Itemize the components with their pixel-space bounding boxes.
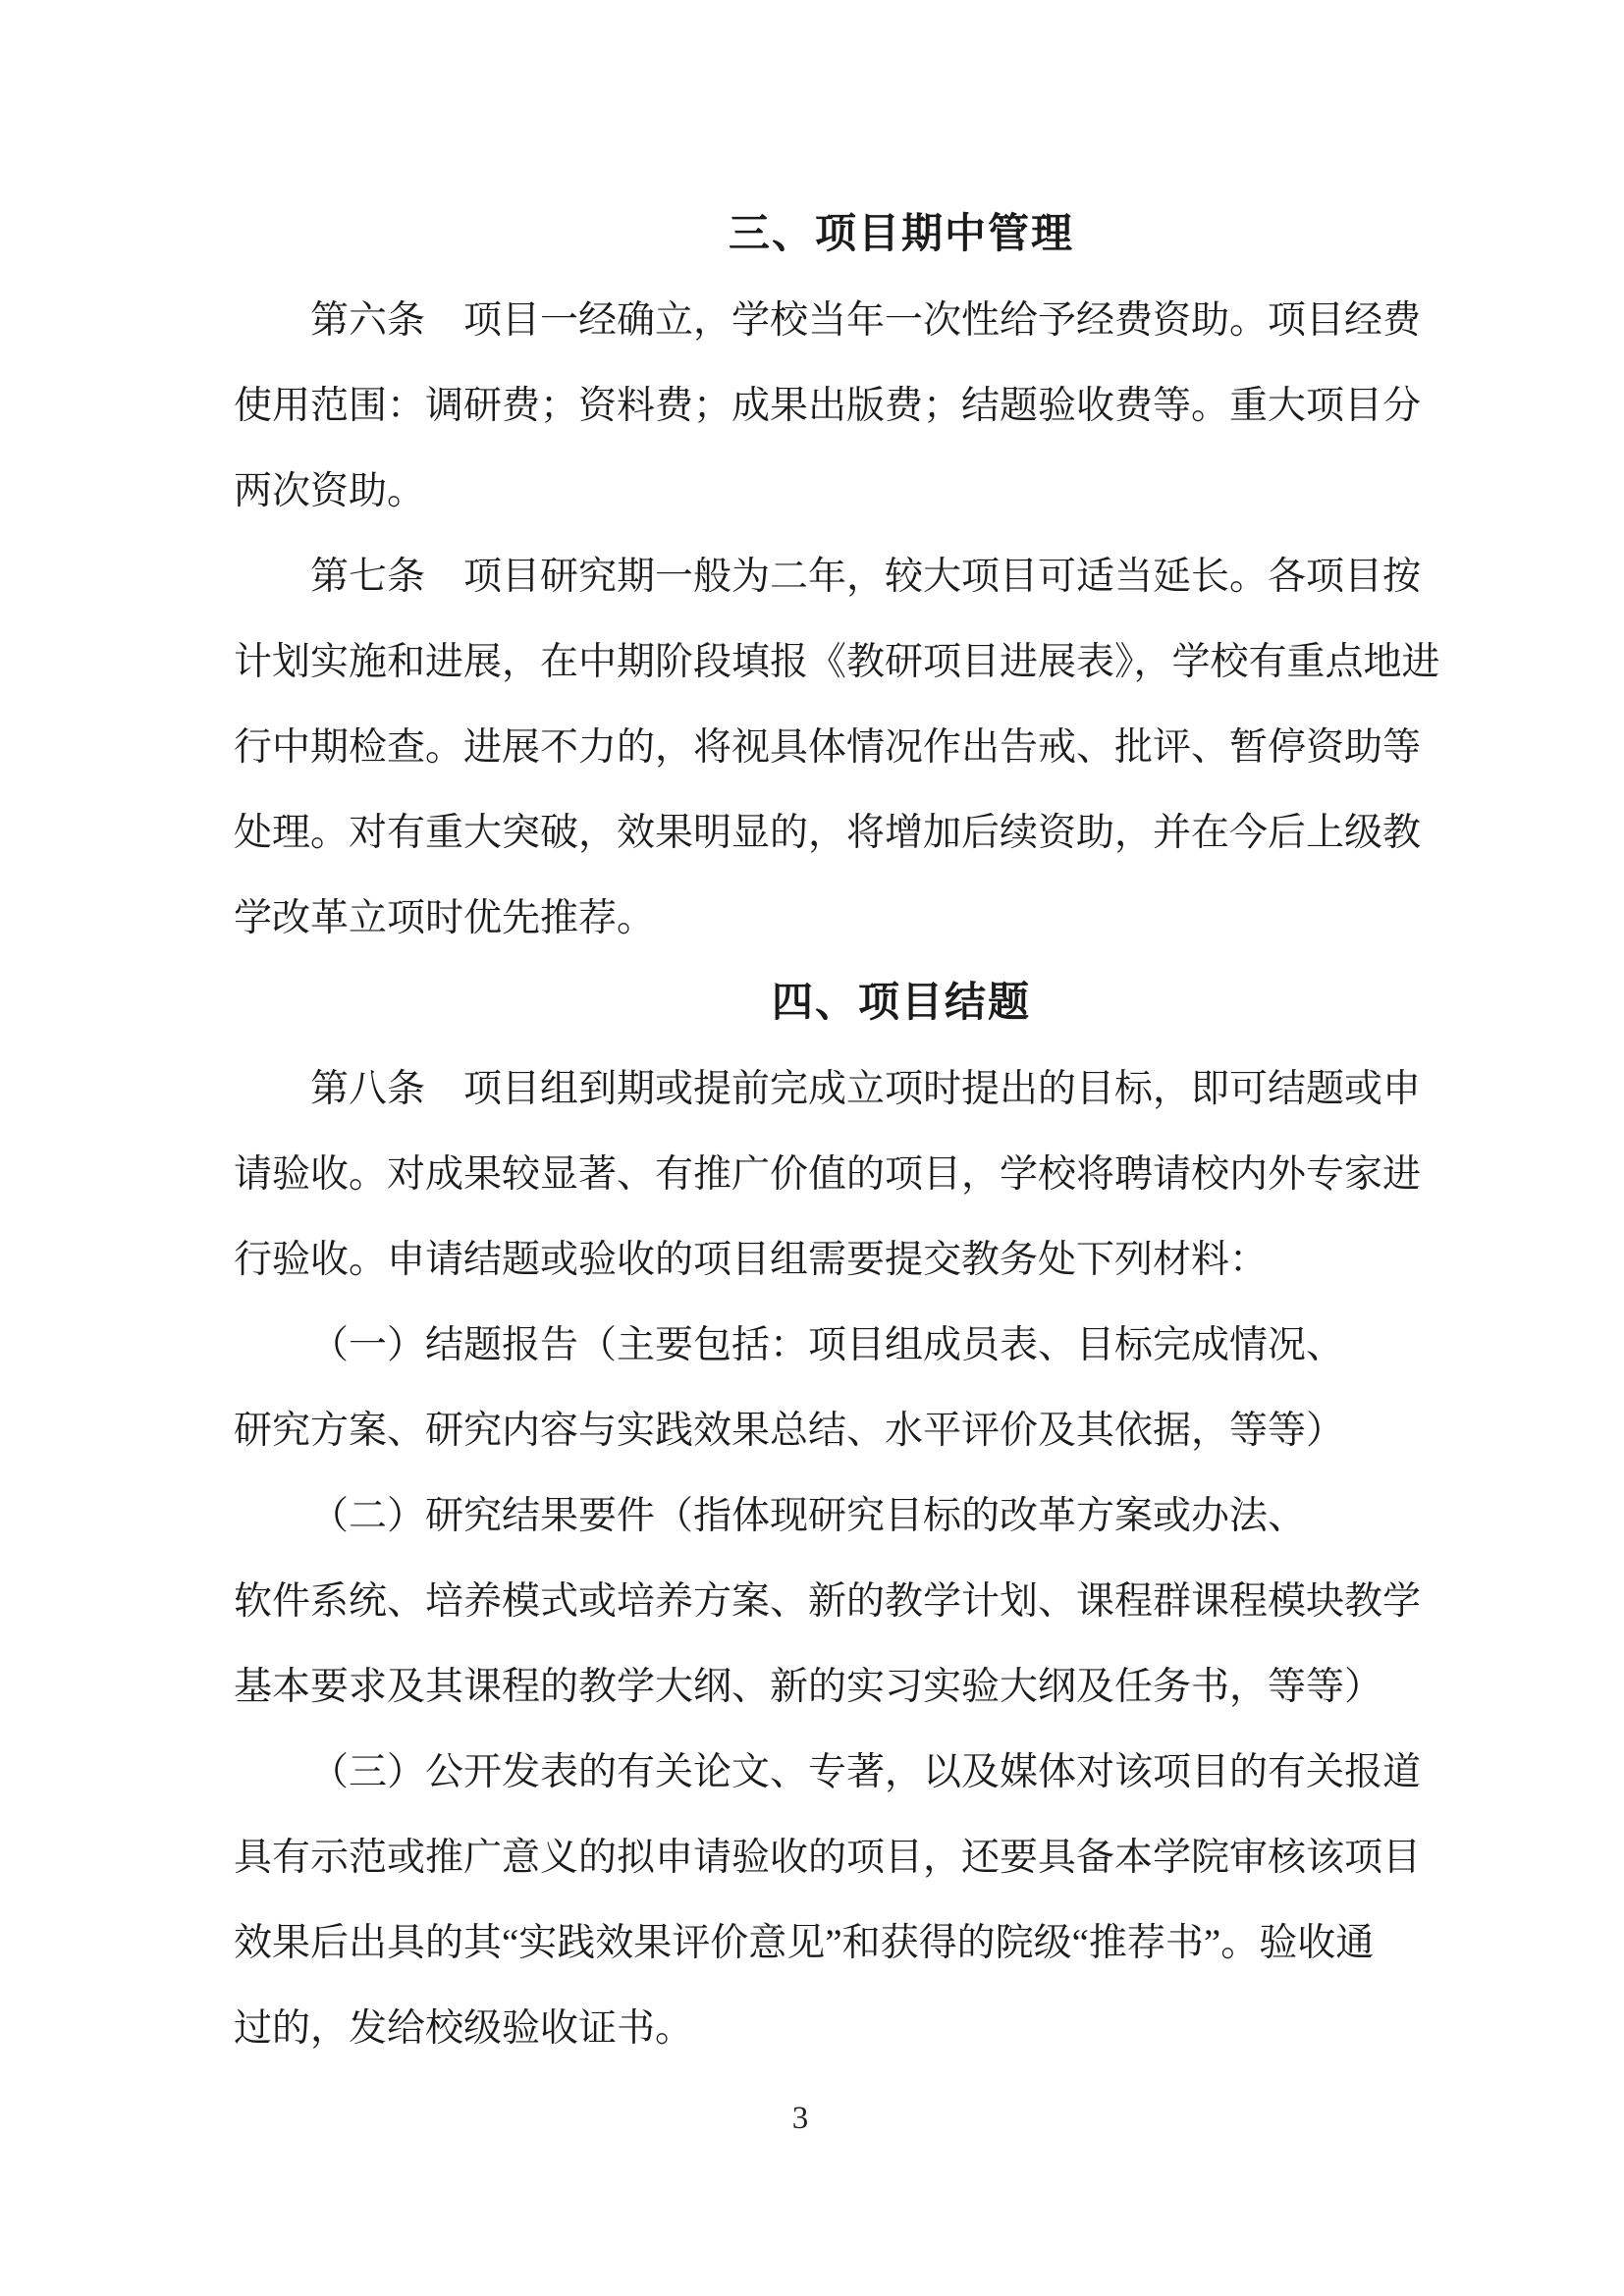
text-line: 效果后出具的其“实践效果评价意见”和获得的院级“推荐书”。验收通 [234,1922,1375,1964]
page-number: 3 [791,2101,809,2136]
text-line: 行中期检查。进展不力的，将视具体情况作出告戒、批评、暂停资助等 [234,726,1422,769]
text-line: 使用范围：调研费；资料费；成果出版费；结题验收费等。重大项目分 [234,385,1422,427]
text-line: 研究方案、研究内容与实践效果总结、水平评价及其依据，等等） [234,1410,1345,1452]
text-line: 第六条 项目一经确立，学校当年一次性给予经费资助。项目经费 [310,299,1422,342]
section-heading: 四、项目结题 [771,981,1031,1026]
text-line: 软件系统、培养模式或培养方案、新的教学计划、课程群课程模块教学 [234,1580,1422,1623]
text-line: 学改革立项时优先推荐。 [234,897,656,939]
text-line: 具有示范或推广意义的拟申请验收的项目，还要具备本学院审核该项目 [234,1837,1422,1879]
document-body [234,192,1481,2071]
section-heading: 三、项目期中管理 [728,212,1074,257]
text-line: 请验收。对成果较显著、有推广价值的项目，学校将聘请校内外专家进 [234,1153,1422,1196]
text-line: 过的，发给校级验收证书。 [234,2007,694,2050]
text-line: 处理。对有重大突破，效果明显的，将增加后续资助，并在今后上级教 [234,812,1422,854]
text-line: 行验收。申请结题或验收的项目组需要提交教务处下列材料： [234,1239,1269,1281]
text-line: 第八条 项目组到期或提前完成立项时提出的目标，即可结题或申 [310,1068,1422,1110]
text-line: 两次资助。 [234,470,426,512]
text-line: （三）公开发表的有关论文、专著，以及媒体对该项目的有关报道 [310,1751,1422,1793]
text-line: 基本要求及其课程的教学大纲、新的实习实验大纲及任务书，等等） [234,1666,1383,1708]
text-line: （一）结题报告（主要包括：项目组成员表、目标完成情况、 [310,1324,1345,1366]
text-line: 计划实施和进展，在中期阶段填报《教研项目进展表》，学校有重点地进 [234,641,1440,683]
text-line: （二）研究结果要件（指体现研究目标的改革方案或办法、 [310,1495,1307,1537]
text-line: 第七条 项目研究期一般为二年，较大项目可适当延长。各项目按 [310,556,1422,598]
